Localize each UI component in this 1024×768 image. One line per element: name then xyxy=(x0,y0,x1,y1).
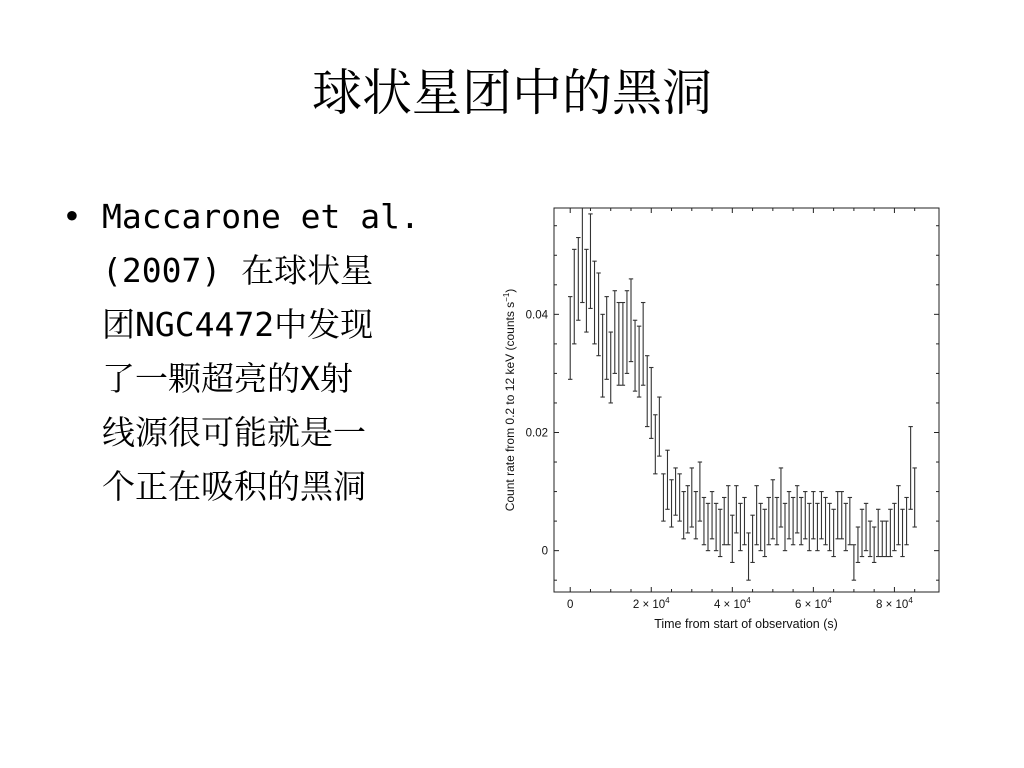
bullet-text-line: 个正在吸积的黑洞 xyxy=(102,467,366,506)
error-bar-point xyxy=(758,503,762,550)
error-bar-point xyxy=(633,320,637,391)
y-axis-label-superscript: −1 xyxy=(502,292,511,302)
error-bar-point xyxy=(681,492,685,539)
x-tick-label-exponent: 4 xyxy=(665,596,670,605)
error-bar-point xyxy=(653,415,657,474)
error-bar-point xyxy=(677,474,681,521)
error-bar-point xyxy=(698,462,702,521)
error-bar-point xyxy=(657,397,661,456)
error-bar-point xyxy=(600,314,604,397)
error-bar-point xyxy=(908,427,912,510)
error-bar-point xyxy=(807,503,811,550)
error-bar-point xyxy=(702,497,706,544)
error-bar-point xyxy=(835,492,839,539)
error-bar-point xyxy=(912,468,916,527)
error-bar-point xyxy=(791,497,795,544)
error-bar-point xyxy=(880,521,884,556)
bullet-text-line: 团NGC4472中发现 xyxy=(102,305,374,344)
x-tick-label-base: 8 × 10 xyxy=(876,599,909,611)
x-axis-label: Time from start of observation (s) xyxy=(654,617,838,631)
bullet-text-line: Maccarone et al. xyxy=(102,197,420,236)
error-bar-point xyxy=(738,503,742,550)
bullet-text-line: 线源很可能就是一 xyxy=(102,413,366,452)
error-bar-point xyxy=(819,492,823,539)
error-bar-point xyxy=(754,486,758,545)
error-bar-point xyxy=(811,492,815,539)
error-bar-point xyxy=(673,468,677,515)
error-bar-point xyxy=(604,297,608,380)
y-tick-label: 0 xyxy=(541,545,548,558)
light-curve-chart xyxy=(498,196,958,636)
error-bar-point xyxy=(767,497,771,544)
y-axis-label-tail: ) xyxy=(503,288,517,293)
error-bar-point xyxy=(669,480,673,527)
error-bar-point xyxy=(706,503,710,550)
error-bar-point xyxy=(742,497,746,544)
x-tick-label-base: 4 × 10 xyxy=(713,599,747,611)
error-bar-point xyxy=(803,492,807,539)
error-bar-point xyxy=(592,261,596,344)
error-bar-point xyxy=(621,303,625,386)
y-tick-label: 0.02 xyxy=(525,427,548,440)
y-axis-label-main: Count rate from 0.2 to 12 keV (counts s xyxy=(503,301,517,512)
error-bar-point xyxy=(888,509,892,556)
x-tick-label-base: 2 × 10 xyxy=(632,599,666,611)
x-tick-label-exponent: 4 xyxy=(746,596,751,605)
error-bar-point xyxy=(649,368,653,439)
error-bar-point xyxy=(763,509,767,556)
error-bar-point xyxy=(580,208,584,303)
error-bar-point xyxy=(872,527,876,562)
error-bar-point xyxy=(710,492,714,539)
error-bar-point xyxy=(884,521,888,556)
error-bar-point xyxy=(860,509,864,556)
error-bar-point xyxy=(746,533,750,580)
error-bar-point xyxy=(596,273,600,356)
error-bar-point xyxy=(617,303,621,386)
error-bar-point xyxy=(783,503,787,550)
x-tick-label xyxy=(567,599,573,611)
x-tick-label xyxy=(795,596,832,611)
error-bar-point xyxy=(799,497,803,544)
error-bar-point xyxy=(771,480,775,539)
error-bar-point xyxy=(609,332,613,403)
error-bar-point xyxy=(795,486,799,533)
error-bar-point xyxy=(852,545,856,580)
error-bar-point xyxy=(625,291,629,374)
error-bar-point xyxy=(714,503,718,550)
error-bar-point xyxy=(641,303,645,386)
error-bar-point xyxy=(686,486,690,533)
error-bar-point xyxy=(868,521,872,556)
x-tick-label-exponent: 4 xyxy=(908,596,913,605)
error-bar-point xyxy=(637,326,641,397)
x-tick-label xyxy=(633,596,670,611)
error-bar-point xyxy=(629,279,633,362)
error-bar-point xyxy=(726,486,730,545)
error-bar-point xyxy=(775,497,779,544)
error-bar-point xyxy=(904,497,908,544)
bullet-text-line: 了一颗超亮的X射 xyxy=(102,359,353,398)
error-bar-point xyxy=(572,249,576,344)
x-tick-label xyxy=(714,596,751,611)
x-tick-label xyxy=(876,596,913,611)
error-bar-point xyxy=(876,509,880,556)
error-bar-point xyxy=(823,497,827,544)
error-bar-point xyxy=(896,486,900,545)
data-points xyxy=(568,208,917,580)
error-bar-point xyxy=(645,356,649,427)
chart-svg xyxy=(498,196,958,636)
plot-frame xyxy=(554,208,939,592)
bullet-icon: • xyxy=(62,197,82,236)
error-bar-point xyxy=(750,515,754,562)
error-bar-point xyxy=(690,468,694,527)
y-tick-label: 0.04 xyxy=(525,309,548,322)
error-bar-point xyxy=(815,503,819,550)
error-bar-point xyxy=(694,492,698,539)
error-bar-point xyxy=(722,497,726,544)
bullet-list xyxy=(62,190,482,514)
error-bar-point xyxy=(665,450,669,509)
error-bar-point xyxy=(831,509,835,556)
error-bar-point xyxy=(848,497,852,544)
error-bar-point xyxy=(840,492,844,539)
bullet-text-line: (2007) 在球状星 xyxy=(102,251,374,290)
error-bar-point xyxy=(661,474,665,521)
error-bar-point xyxy=(730,515,734,562)
error-bar-point xyxy=(892,503,896,550)
x-tick-label-exponent: 4 xyxy=(827,596,832,605)
error-bar-point xyxy=(568,297,572,380)
error-bar-point xyxy=(787,492,791,539)
x-tick-label-base: 6 × 10 xyxy=(794,599,828,611)
error-bar-point xyxy=(584,249,588,332)
error-bar-point xyxy=(613,291,617,374)
error-bar-point xyxy=(734,486,738,533)
error-bar-point xyxy=(827,503,831,550)
error-bar-point xyxy=(588,214,592,309)
error-bar-point xyxy=(779,468,783,527)
error-bar-point xyxy=(718,509,722,556)
slide-title: 球状星团中的黑洞 xyxy=(312,64,712,122)
error-bar-point xyxy=(900,509,904,556)
error-bar-point xyxy=(576,238,580,321)
error-bar-point xyxy=(864,503,868,550)
y-axis-label xyxy=(502,289,517,512)
error-bar-point xyxy=(856,527,860,562)
x-tick-label-base: 0 xyxy=(567,599,574,611)
error-bar-point xyxy=(844,503,848,550)
